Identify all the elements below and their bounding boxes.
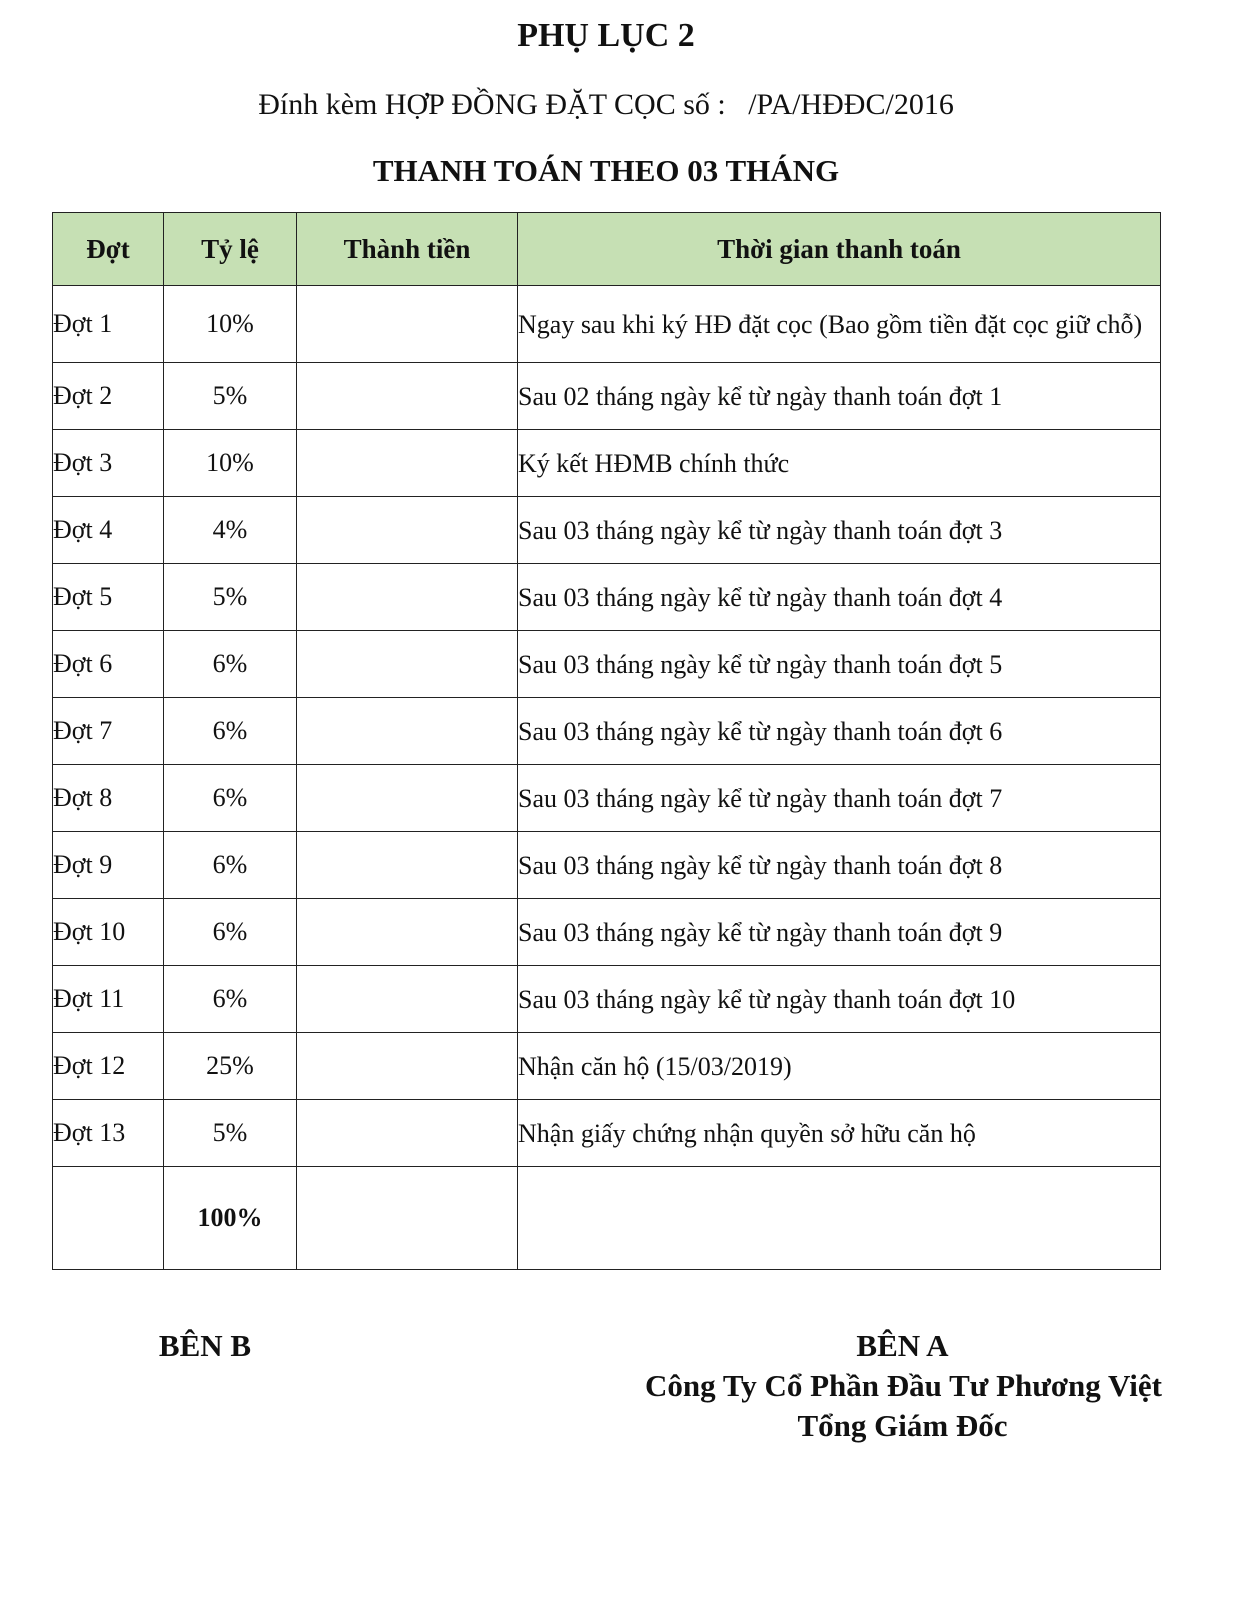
cell-amount — [297, 631, 518, 698]
payment-schedule-table — [52, 212, 1161, 1270]
table-row — [53, 765, 1161, 832]
cell-pct: 6% — [164, 832, 297, 899]
cell-amount — [297, 698, 518, 765]
cell-pct: 5% — [164, 564, 297, 631]
cell-dot: Đợt 1 — [53, 286, 164, 363]
cell-dot: Đợt 5 — [53, 564, 164, 631]
cell-dot: Đợt 4 — [53, 497, 164, 564]
cell-time: Sau 03 tháng ngày kể từ ngày thanh toán đợt 3 — [518, 497, 1161, 564]
header-time: Thời gian thanh toán — [518, 213, 1161, 286]
cell-amount — [297, 430, 518, 497]
page-title: PHỤ LỤC 2 — [517, 17, 695, 54]
table-row — [53, 430, 1161, 497]
cell-dot: Đợt 3 — [53, 430, 164, 497]
table-row — [53, 832, 1161, 899]
cell-amount — [297, 497, 518, 564]
cell-amount — [297, 1100, 518, 1167]
cell-pct: 6% — [164, 631, 297, 698]
cell-time: Sau 03 tháng ngày kể từ ngày thanh toán đợt 9 — [518, 899, 1161, 966]
contract-reference: Đính kèm HỢP ĐỒNG ĐẶT CỌC số : /PA/HĐĐC/2016 — [258, 88, 954, 121]
cell-time: Ngay sau khi ký HĐ đặt cọc (Bao gồm tiền đặt cọc giữ chỗ) — [518, 286, 1161, 363]
cell-pct: 25% — [164, 1033, 297, 1100]
cell-dot: Đợt 10 — [53, 899, 164, 966]
cell-time: Sau 03 tháng ngày kể từ ngày thanh toán đợt 7 — [518, 765, 1161, 832]
cell-amount — [297, 564, 518, 631]
signature-party-a — [600, 1326, 1160, 1446]
signer-position: Tổng Giám Đốc — [797, 1408, 1008, 1443]
table-row — [53, 1033, 1161, 1100]
cell-time: Sau 03 tháng ngày kể từ ngày thanh toán đợt 6 — [518, 698, 1161, 765]
header-amount: Thành tiền — [297, 213, 518, 286]
table-row — [53, 286, 1161, 363]
cell-pct: 6% — [164, 966, 297, 1033]
cell-dot: Đợt 6 — [53, 631, 164, 698]
party-b-label: BÊN B — [158, 1328, 252, 1363]
cell-pct: 5% — [164, 363, 297, 430]
table-row — [53, 363, 1161, 430]
cell-dot: Đợt 12 — [53, 1033, 164, 1100]
total-pct: 100% — [164, 1167, 297, 1270]
party-a-label: BÊN A — [856, 1328, 949, 1363]
header-pct: Tỷ lệ — [164, 213, 297, 286]
table-row — [53, 899, 1161, 966]
cell-pct: 6% — [164, 899, 297, 966]
cell-amount — [297, 363, 518, 430]
cell-time: Sau 03 tháng ngày kể từ ngày thanh toán đợt 8 — [518, 832, 1161, 899]
table-row — [53, 497, 1161, 564]
cell-pct: 4% — [164, 497, 297, 564]
cell-time: Sau 03 tháng ngày kể từ ngày thanh toán đợt 5 — [518, 631, 1161, 698]
cell-amount — [297, 286, 518, 363]
cell-time: Ký kết HĐMB chính thức — [518, 430, 1161, 497]
cell-dot: Đợt 11 — [53, 966, 164, 1033]
total-time — [518, 1167, 1161, 1270]
table-row — [53, 698, 1161, 765]
cell-dot: Đợt 13 — [53, 1100, 164, 1167]
cell-amount — [297, 899, 518, 966]
cell-pct: 10% — [164, 430, 297, 497]
table-row — [53, 564, 1161, 631]
cell-pct: 5% — [164, 1100, 297, 1167]
table-row — [53, 631, 1161, 698]
cell-time: Nhận giấy chứng nhận quyền sở hữu căn hộ — [518, 1100, 1161, 1167]
company-name: Công Ty Cổ Phần Đầu Tư Phương Việt — [645, 1368, 1162, 1403]
table-total-row — [53, 1167, 1161, 1270]
cell-dot: Đợt 9 — [53, 832, 164, 899]
cell-amount — [297, 765, 518, 832]
cell-time: Sau 03 tháng ngày kể từ ngày thanh toán đợt 4 — [518, 564, 1161, 631]
total-dot — [53, 1167, 164, 1270]
cell-amount — [297, 966, 518, 1033]
header-dot: Đợt — [53, 213, 164, 286]
table-header-row — [53, 213, 1161, 286]
cell-pct: 10% — [164, 286, 297, 363]
table-row — [53, 1100, 1161, 1167]
cell-time: Nhận căn hộ (15/03/2019) — [518, 1033, 1161, 1100]
cell-time: Sau 02 tháng ngày kể từ ngày thanh toán đợt 1 — [518, 363, 1161, 430]
total-amount — [297, 1167, 518, 1270]
cell-pct: 6% — [164, 698, 297, 765]
cell-dot: Đợt 8 — [53, 765, 164, 832]
cell-pct: 6% — [164, 765, 297, 832]
section-heading: THANH TOÁN THEO 03 THÁNG — [372, 153, 840, 188]
signature-party-b — [105, 1326, 305, 1366]
cell-dot: Đợt 2 — [53, 363, 164, 430]
table-row — [53, 966, 1161, 1033]
cell-time: Sau 03 tháng ngày kể từ ngày thanh toán đợt 10 — [518, 966, 1161, 1033]
cell-dot: Đợt 7 — [53, 698, 164, 765]
cell-amount — [297, 1033, 518, 1100]
cell-amount — [297, 832, 518, 899]
